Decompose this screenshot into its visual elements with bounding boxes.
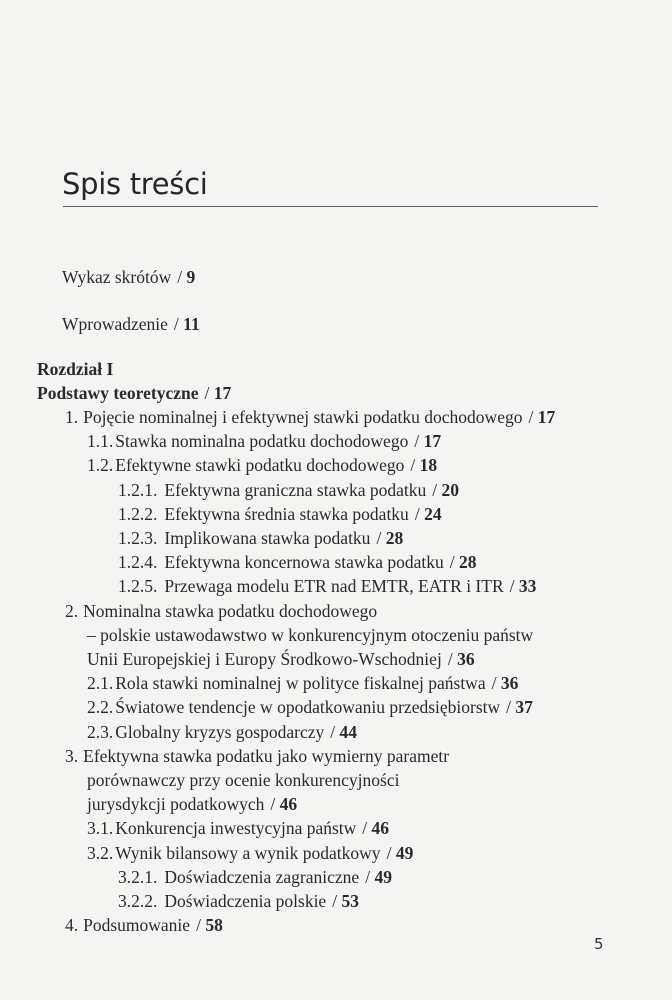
entry-title: Unii Europejskiej i Europy Środkowo-Wschodniej — [87, 649, 442, 669]
toc-entry[interactable] — [87, 817, 389, 839]
entry-page: 44 — [339, 721, 357, 742]
entry-title: Doświadczenia polskie — [164, 891, 327, 911]
entry-number: 3.2.2. — [118, 891, 158, 911]
entry-number: 1. — [65, 407, 79, 427]
toc-entry[interactable] — [87, 672, 518, 694]
entry-title: porównawczy przy ocenie konkurencyjności — [87, 770, 400, 790]
toc-entry[interactable] — [87, 721, 357, 743]
toc-entry[interactable] — [118, 479, 459, 501]
entry-number: 1.2.5. — [118, 576, 158, 597]
toc-entry-introduction[interactable] — [62, 313, 200, 335]
entry-page: 36 — [457, 649, 475, 669]
entry-number: 3.2.1. — [118, 866, 158, 887]
page-separator: / — [177, 267, 183, 287]
entry-number: 3.2. — [87, 842, 114, 863]
page-separator: / — [196, 915, 201, 936]
toc-entry[interactable] — [118, 527, 403, 549]
chapter-label: Rozdział I — [37, 359, 114, 379]
chapter-title-text: Podstawy teoretyczne — [37, 383, 199, 403]
entry-title: Światowe tendencje w opodatkowaniu przedsiębiorstw — [115, 697, 501, 718]
page-separator: / — [270, 794, 276, 815]
entry-page: 9 — [186, 267, 196, 287]
entry-number: 3. — [65, 745, 79, 766]
entry-title: Rola stawki nominalnej w polityce fiskalnej państwa — [115, 673, 486, 694]
page-separator: / — [414, 431, 420, 452]
page-separator: / — [509, 576, 515, 597]
page-separator: / — [173, 314, 179, 334]
toc-entry[interactable] — [65, 406, 555, 428]
toc-entry-continuation[interactable] — [87, 648, 475, 670]
entry-title: Przewaga modelu ETR nad EMTR, EATR i ITR — [164, 576, 504, 597]
entry-page: 20 — [441, 479, 460, 500]
toc-entry[interactable] — [118, 551, 477, 573]
entry-title: Doświadczenia zagraniczne — [164, 866, 360, 887]
toc-entry[interactable] — [65, 914, 223, 936]
entry-number: 4. — [65, 915, 79, 936]
entry-title: Nominalna stawka podatku dochodowego — [83, 600, 378, 621]
toc-entry[interactable] — [118, 503, 442, 525]
entry-page: 11 — [183, 314, 200, 334]
page-separator: / — [362, 818, 368, 839]
entry-title: Podsumowanie — [83, 915, 191, 936]
entry-page: 58 — [205, 915, 223, 936]
toc-entry[interactable] — [118, 890, 359, 912]
entry-title: Efektywna średnia stawka podatku — [164, 503, 409, 524]
toc-entry[interactable] — [87, 430, 441, 452]
title-rule — [63, 206, 598, 207]
entry-page: 17 — [537, 407, 556, 427]
entry-number: 1.2. — [87, 455, 114, 476]
toc-entry-continuation[interactable] — [87, 769, 399, 791]
page-separator: / — [376, 528, 382, 548]
page-separator: / — [204, 383, 210, 403]
entry-number: 1.2.1. — [118, 479, 158, 500]
entry-title: Implikowana stawka podatku — [164, 528, 371, 548]
page-separator: / — [491, 673, 497, 694]
page-separator: / — [432, 479, 438, 500]
page-separator: / — [449, 552, 455, 573]
toc-entry[interactable] — [87, 454, 437, 476]
entry-number: 2.2. — [87, 697, 114, 718]
entry-title: Wprowadzenie — [62, 314, 168, 334]
entry-page: 37 — [515, 697, 533, 718]
entry-title: Wynik bilansowy a wynik podatkowy — [115, 842, 381, 863]
page-title: Spis treści — [62, 167, 208, 201]
entry-title: Efektywna koncernowa stawka podatku — [164, 552, 444, 573]
entry-page: 36 — [500, 673, 519, 694]
page-separator: / — [528, 407, 534, 427]
entry-page: 33 — [518, 576, 537, 597]
entry-number: 1.1. — [87, 431, 114, 452]
entry-page: 49 — [374, 866, 392, 887]
page-separator: / — [447, 649, 453, 669]
entry-number: 1.2.2. — [118, 503, 158, 524]
entry-title: Wykaz skrótów — [62, 267, 172, 287]
entry-title: Globalny kryzys gospodarczy — [115, 721, 325, 742]
entry-title: Efektywne stawki podatku dochodowego — [115, 455, 405, 476]
entry-page: 18 — [419, 455, 438, 476]
entry-title: Stawka nominalna podatku dochodowego — [115, 431, 409, 452]
entry-page: 53 — [341, 891, 359, 911]
entry-page: 28 — [459, 552, 477, 573]
toc-entry[interactable] — [65, 600, 377, 622]
page-separator: / — [365, 866, 371, 887]
entry-number: 1.2.4. — [118, 552, 158, 573]
entry-page: 17 — [423, 431, 442, 452]
entry-title: Efektywna stawka podatku jako wymierny parametr — [83, 745, 450, 766]
page-separator: / — [386, 842, 392, 863]
entry-page: 49 — [395, 842, 414, 863]
toc-entry[interactable] — [87, 842, 413, 864]
chapter-title[interactable] — [37, 382, 231, 404]
page-separator: / — [506, 697, 512, 718]
chapter-page: 17 — [213, 383, 232, 403]
entry-number: 2. — [65, 600, 79, 621]
page-separator: / — [410, 455, 416, 476]
toc-entry-abbreviations[interactable] — [62, 266, 195, 288]
entry-title: Efektywna graniczna stawka podatku — [164, 479, 427, 500]
entry-title: – polskie ustawodawstwo w konkurencyjnym otoczeniu państw — [87, 624, 534, 645]
entry-page: 24 — [424, 503, 442, 524]
entry-number: 3.1. — [87, 818, 114, 839]
toc-entry[interactable] — [65, 745, 449, 767]
entry-page: 46 — [371, 818, 390, 839]
page-separator: / — [332, 891, 338, 911]
entry-title: Pojęcie nominalnej i efektywnej stawki podatku dochodowego — [83, 407, 523, 427]
toc-entry-continuation[interactable] — [87, 793, 297, 815]
entry-page: 28 — [385, 528, 404, 548]
entry-number: 2.3. — [87, 721, 114, 742]
toc-entry[interactable] — [118, 575, 536, 597]
entry-number: 2.1. — [87, 673, 114, 694]
toc-entry-continuation[interactable] — [87, 624, 533, 646]
toc-entry[interactable] — [87, 696, 533, 718]
entry-title: Konkurencja inwestycyjna państw — [115, 818, 357, 839]
toc-entry[interactable] — [118, 866, 392, 888]
entry-title: jurysdykcji podatkowych — [87, 794, 265, 815]
entry-page: 46 — [279, 794, 298, 815]
page-number: 5 — [594, 935, 604, 953]
entry-number: 1.2.3. — [118, 528, 158, 548]
page-separator: / — [330, 721, 336, 742]
page-separator: / — [414, 503, 420, 524]
